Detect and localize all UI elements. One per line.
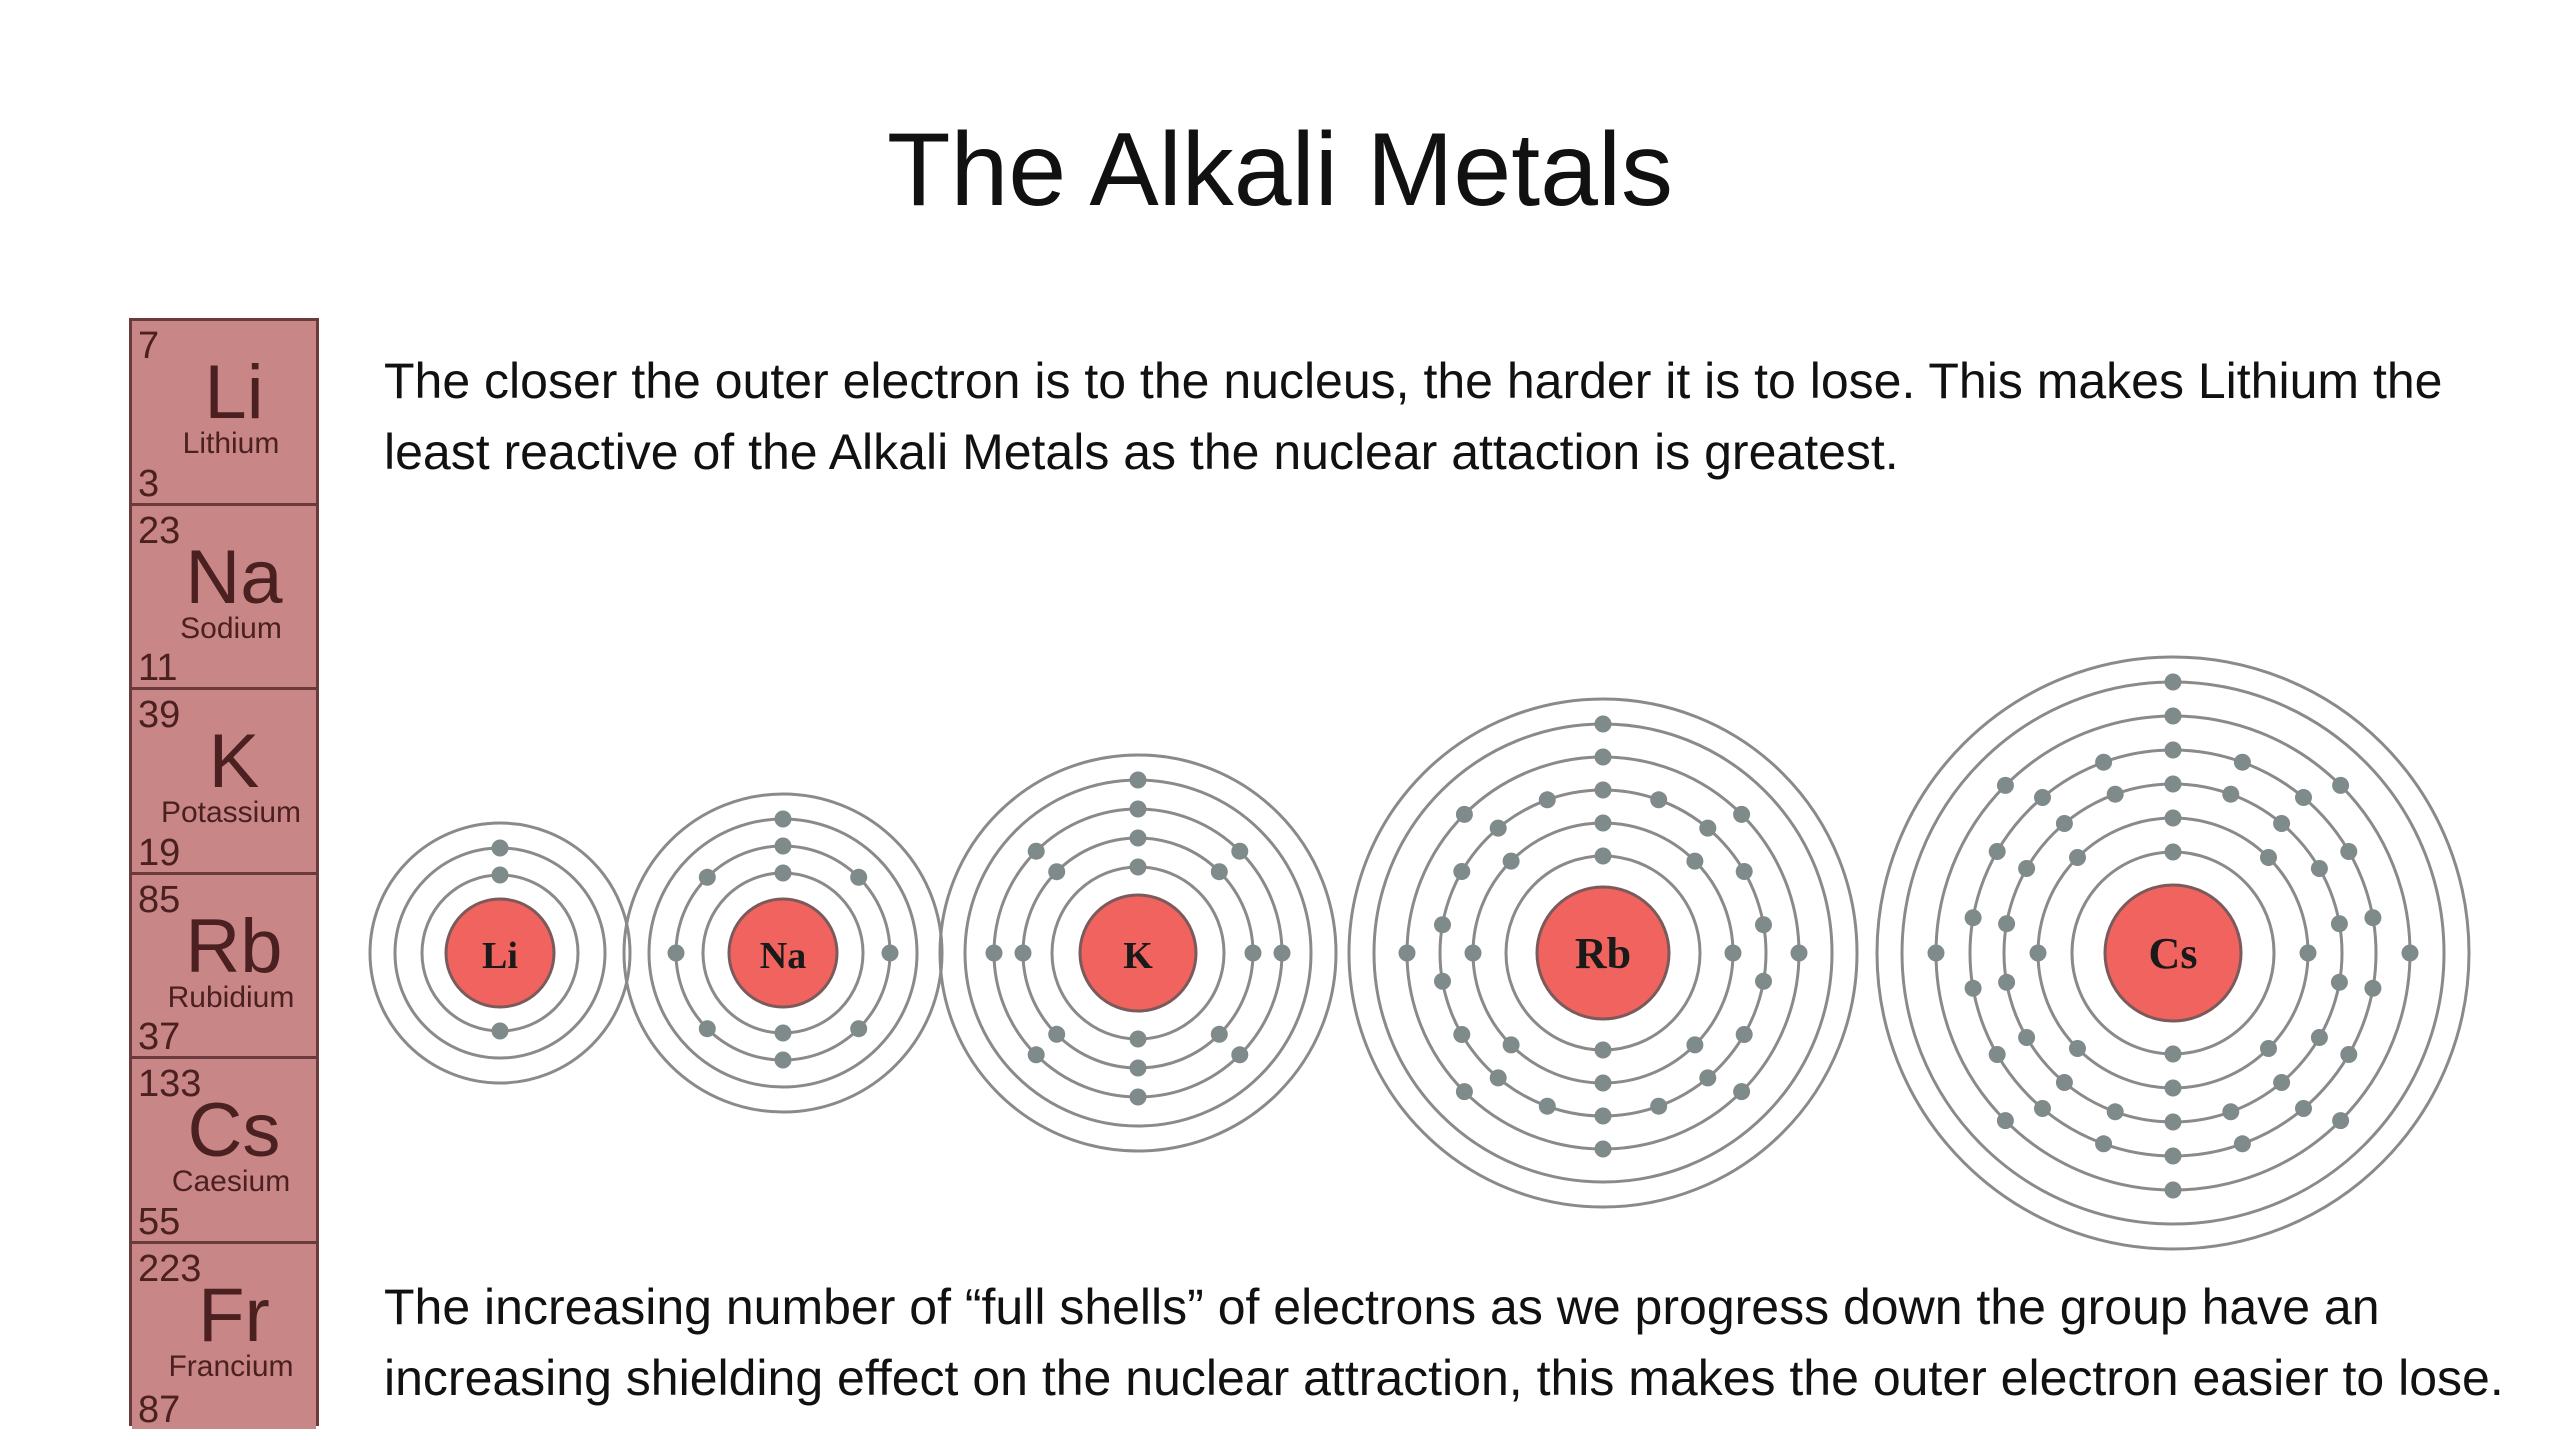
electron-dot xyxy=(2165,1148,2182,1165)
electron-dot xyxy=(1130,859,1147,876)
electron-dot xyxy=(2260,1040,2277,1057)
element-symbol: Li xyxy=(204,350,264,435)
electron-dot xyxy=(1028,1046,1045,1063)
electron-dot xyxy=(2222,1103,2239,1120)
element-symbol: K xyxy=(208,719,260,805)
electron-dot xyxy=(1733,1083,1750,1100)
electron-dot xyxy=(1998,915,2015,932)
electron-dot xyxy=(1725,945,1742,962)
electron-dot xyxy=(775,811,792,828)
element-name: Sodium xyxy=(180,611,282,645)
element-name: Rubidium xyxy=(167,980,295,1014)
electron-dot xyxy=(1736,1026,1753,1043)
electron-dot xyxy=(1274,945,1291,962)
electron-dot xyxy=(2295,789,2312,806)
electron-dot xyxy=(1539,791,1556,808)
electron-dot xyxy=(775,1025,792,1042)
electron-dot xyxy=(2364,909,2381,926)
element-name: Potassium xyxy=(160,796,302,830)
electron-dot xyxy=(2056,815,2073,832)
electron-dot xyxy=(492,867,509,884)
electron-dot xyxy=(2165,810,2182,827)
electron-dot xyxy=(2034,1100,2051,1117)
electron-dot xyxy=(1130,1060,1147,1077)
electron-dot xyxy=(699,1020,716,1037)
electron-dot xyxy=(1539,1098,1556,1115)
electron-dot xyxy=(2300,945,2317,962)
electron-dot xyxy=(1736,863,1753,880)
electron-dot xyxy=(2165,1046,2182,1063)
atomic-mass: 133 xyxy=(138,1063,202,1106)
electron-dot xyxy=(2069,849,2086,866)
electron-dot xyxy=(1211,863,1228,880)
electron-dot xyxy=(1130,1031,1147,1048)
electron-dot xyxy=(2273,815,2290,832)
electron-dot xyxy=(2402,945,2419,962)
electron-dot xyxy=(2034,789,2051,806)
electron-dot xyxy=(2165,742,2182,759)
electron-dot xyxy=(1699,1069,1716,1086)
electron-dot xyxy=(1595,1042,1612,1059)
element-name: Caesium xyxy=(171,1165,291,1199)
electron-dot xyxy=(1048,863,1065,880)
electron-dot xyxy=(492,840,509,857)
electron-dot xyxy=(1755,916,1772,933)
electron-dot xyxy=(492,1023,509,1040)
paragraph-shielding-effect: The increasing number of “full shells” of electrons as we progress down the group have an increasing shielding effect on the nuclear attraction, this makes the outer electron easier to lose. xyxy=(384,1279,2504,1406)
electron-dot xyxy=(2095,754,2112,771)
electron-dot xyxy=(1998,974,2015,991)
electron-dot xyxy=(2234,754,2251,771)
electron-dot xyxy=(1130,830,1147,847)
electron-dot xyxy=(2260,849,2277,866)
electron-dot xyxy=(1245,945,1262,962)
electron-dot xyxy=(1453,1026,1470,1043)
atomic-number: 37 xyxy=(138,1016,181,1059)
electron-dot xyxy=(1399,945,1416,962)
electron-dot xyxy=(1434,973,1451,990)
electron-dot xyxy=(1453,863,1470,880)
electron-dot xyxy=(2332,777,2349,794)
electron-dot xyxy=(1989,1046,2006,1063)
electron-dot xyxy=(2234,1135,2251,1152)
electron-dot xyxy=(2273,1074,2290,1091)
electron-dot xyxy=(2331,974,2348,991)
electron-dot xyxy=(1595,716,1612,733)
atom-cs xyxy=(1877,657,2469,1249)
electron-dot xyxy=(1699,820,1716,837)
electron-dot xyxy=(2107,1103,2124,1120)
electron-dot xyxy=(2165,1182,2182,1199)
electron-dot xyxy=(1130,1089,1147,1106)
element-name: Lithium xyxy=(182,427,280,460)
electron-dot xyxy=(2056,1074,2073,1091)
electron-dot xyxy=(1211,1026,1228,1043)
electron-dot xyxy=(1595,815,1612,832)
electron-dot xyxy=(1965,980,1982,997)
atom-na xyxy=(624,794,942,1112)
electron-dot xyxy=(1650,791,1667,808)
electron-dot xyxy=(2069,1040,2086,1057)
electron-dot xyxy=(1595,1141,1612,1158)
element-symbol: Cs xyxy=(187,1088,281,1174)
electron-dot xyxy=(1130,772,1147,789)
electron-dot xyxy=(1595,1108,1612,1125)
electron-dot xyxy=(2222,786,2239,803)
atomic-mass: 85 xyxy=(138,878,181,921)
electron-dot xyxy=(1595,1075,1612,1092)
electron-dot xyxy=(1928,945,1945,962)
electron-dot xyxy=(2095,1135,2112,1152)
electron-dot xyxy=(2165,708,2182,725)
electron-dot xyxy=(2107,786,2124,803)
electron-dot xyxy=(2018,860,2035,877)
electron-dot xyxy=(2332,1112,2349,1129)
electron-dot xyxy=(1434,916,1451,933)
electron-dot xyxy=(2165,1114,2182,1131)
atom-rb xyxy=(1349,699,1857,1207)
electron-dot xyxy=(2165,844,2182,861)
electron-dot xyxy=(1686,853,1703,870)
electron-dot xyxy=(1733,806,1750,823)
nucleus-symbol: Rb xyxy=(1574,929,1632,978)
electron-dot xyxy=(1456,806,1473,823)
electron-dot xyxy=(1015,945,1032,962)
electron-dot xyxy=(850,1020,867,1037)
nucleus-symbol: Cs xyxy=(2148,929,2198,978)
electron-dot xyxy=(1997,1112,2014,1129)
electron-dot xyxy=(2311,1029,2328,1046)
electron-dot xyxy=(1130,801,1147,818)
atomic-number: 87 xyxy=(138,1388,181,1431)
electron-dot xyxy=(1965,909,1982,926)
electron-dot xyxy=(1028,843,1045,860)
electron-dot xyxy=(1755,973,1772,990)
electron-dot xyxy=(1650,1098,1667,1115)
electron-dot xyxy=(1465,945,1482,962)
atomic-number: 55 xyxy=(138,1200,181,1243)
electron-dot xyxy=(775,838,792,855)
electron-dot xyxy=(1595,782,1612,799)
electron-dot xyxy=(668,945,685,962)
electron-dot xyxy=(1490,820,1507,837)
electron-dot xyxy=(775,865,792,882)
atom-li xyxy=(370,823,630,1083)
electron-dot xyxy=(2018,1029,2035,1046)
electron-dot xyxy=(1595,749,1612,766)
electron-dot xyxy=(2340,843,2357,860)
atom-k xyxy=(940,755,1336,1151)
element-symbol: Rb xyxy=(185,903,283,989)
electron-dot xyxy=(2165,674,2182,691)
paragraph-nuclear-attraction: The closer the outer electron is to the nucleus, the harder it is to lose. This makes Lithium the least reactive of the Alkali Metals as the nuclear attaction is greatest. xyxy=(384,353,2443,480)
nucleus-symbol: Na xyxy=(759,935,807,977)
element-symbol: Na xyxy=(185,534,283,620)
electron-dot xyxy=(1686,1036,1703,1053)
electron-dot xyxy=(1231,843,1248,860)
electron-dot xyxy=(1231,1046,1248,1063)
electron-dot xyxy=(2295,1100,2312,1117)
electron-dot xyxy=(775,1052,792,1069)
element-symbol: Fr xyxy=(198,1272,270,1358)
electron-dot xyxy=(2340,1046,2357,1063)
nucleus-symbol: K xyxy=(1123,935,1153,977)
electron-dot xyxy=(1456,1083,1473,1100)
atomic-number: 11 xyxy=(138,647,178,690)
atomic-mass: 39 xyxy=(138,694,181,737)
atomic-mass: 223 xyxy=(138,1247,202,1290)
electron-dot xyxy=(1490,1069,1507,1086)
element-name: Francium xyxy=(168,1349,294,1383)
atomic-mass: 7 xyxy=(138,325,160,367)
nucleus-symbol: Li xyxy=(482,935,518,977)
electron-dot xyxy=(2030,945,2047,962)
electron-dot xyxy=(1791,945,1808,962)
electron-dot xyxy=(1997,777,2014,794)
electron-dot xyxy=(2311,860,2328,877)
electron-dot xyxy=(1503,853,1520,870)
electron-dot xyxy=(1503,1036,1520,1053)
slide-title: The Alkali Metals xyxy=(886,112,1674,228)
atomic-number: 3 xyxy=(138,462,160,505)
electron-dot xyxy=(986,945,1003,962)
electron-dot xyxy=(2165,1080,2182,1097)
electron-dot xyxy=(882,945,899,962)
atomic-mass: 23 xyxy=(138,509,181,552)
electron-dot xyxy=(699,869,716,886)
electron-dot xyxy=(1048,1026,1065,1043)
electron-dot xyxy=(850,869,867,886)
electron-dot xyxy=(2165,776,2182,793)
electron-dot xyxy=(1595,848,1612,865)
electron-dot xyxy=(2331,915,2348,932)
electron-dot xyxy=(2364,980,2381,997)
electron-dot xyxy=(1989,843,2006,860)
atomic-number: 19 xyxy=(138,831,181,874)
